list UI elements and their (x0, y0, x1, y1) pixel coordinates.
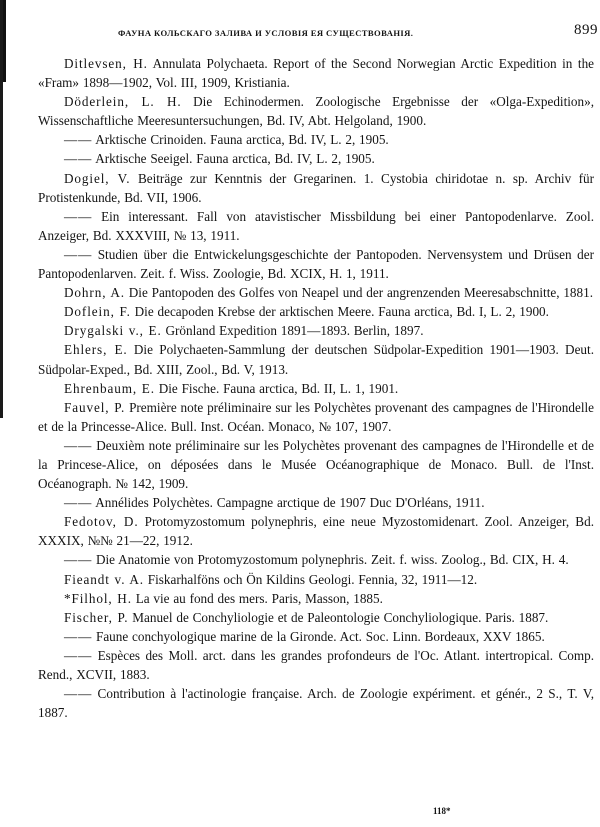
page-edge-line (0, 0, 3, 418)
bibliography-entry (38, 207, 594, 245)
bibliography-entry (38, 54, 594, 92)
bibliography-entry (38, 646, 594, 684)
entry-text: Annulata Polychaeta. Report of the Second Norwegian Arctic Expedition in the «Fram» 1898—1902, Vol. III, 1909, Kristiania. (38, 56, 595, 91)
entry-author: *Filhol, H. (64, 590, 132, 606)
entry-author: —— (64, 437, 93, 453)
entry-text: Faune conchyologique marine de la Gironde. Act. Soc. Linn. Bordeaux, XXV 1865. (92, 628, 545, 644)
entry-author: —— (64, 246, 93, 262)
bibliography-entry (38, 570, 594, 589)
entry-author: —— (64, 628, 93, 644)
entry-text: Première note préliminaire sur les Polychètes provenant des campagnes de l'Hirondelle et de la Princesse-Alice. Bull. Inst. Océan. Monaco, № 107, 1907. (38, 399, 594, 434)
entry-text: Deuxièm note préliminaire sur les Polychètes provenant des campagnes de l'Hirondelle et de la Princese-Alice, on déposées dans le Musée Océanographique de Monaco. Bull. de l'Inst. Océanograph. № 142, 1909. (38, 437, 594, 492)
bibliography-entry (38, 379, 594, 398)
bibliography-entry (38, 92, 594, 130)
entry-author: —— (64, 495, 93, 511)
bibliography-entry (38, 245, 594, 283)
bibliography-entry (38, 149, 594, 168)
entry-text: Protomyzostomum polynephris, eine neue Myzostomidenart. Zool. Anzeiger, Bd. XXXIX, №№ 21—22, 1912. (38, 514, 594, 549)
entry-author: Döderlein, L. H. (64, 94, 182, 110)
entry-text: Die Polychaeten-Sammlung der deutschen Südpolar-Expedition 1901—1903. Deut. Südpolar-Exped., Bd. XIII, Zool., Bd. V, 1913. (38, 342, 594, 377)
page-header (36, 22, 598, 42)
entry-text: Arktische Crinoiden. Fauna arctica, Bd. IV, L. 2, 1905. (92, 132, 389, 148)
bibliography-entry (38, 321, 594, 340)
entry-author: Dohrn, A. (64, 285, 125, 301)
entry-author: Dogiel, V. (64, 170, 131, 186)
bibliography-entry (38, 436, 594, 493)
entry-text: Arktische Seeigel. Fauna arctica, Bd. IV, L. 2, 1905. (92, 151, 375, 167)
bibliography-entry (38, 302, 594, 321)
bibliography-entry (38, 169, 594, 207)
bibliography-entry (38, 512, 594, 550)
bibliography-entry (38, 398, 594, 436)
entry-author: Ditlevsen, H. (64, 56, 148, 71)
entry-author: Doflein, F. (64, 304, 131, 320)
entry-author: Fischer, P. (64, 609, 129, 625)
entry-author: —— (64, 132, 93, 148)
bibliography-entry (38, 627, 594, 646)
page-number: 899 (574, 22, 598, 38)
entry-text: Studien über die Entwickelungsgeschichte der Pantopoden. Nervensystem und Drüsen der Pantopodenlarven. Zeit. f. Wiss. Zoologie, Bd. XCIX, H. 1, 1911. (38, 246, 594, 282)
entry-author: Fieandt v. A. (64, 571, 144, 587)
entry-text: Espèces des Moll. arct. dans les grandes profondeurs de l'Oc. Atlant. intertropical. Comp. Rend., XCVII, 1883. (38, 647, 594, 682)
printer-signature-mark: 118* (433, 806, 451, 816)
entry-author: Ehlers, E. (64, 342, 128, 358)
entry-author: —— (64, 686, 93, 702)
entry-author: —— (64, 151, 93, 167)
entry-text: Annélides Polychètes. Campagne arctique de 1907 Duc D'Orléans, 1911. (92, 495, 485, 511)
entry-text: Manuel de Conchyliologie et de Paleontologie Conchyliologique. Paris. 1887. (128, 609, 549, 625)
bibliography-entry (38, 684, 594, 722)
bibliography-entry (38, 550, 594, 569)
bibliography-list (38, 54, 594, 722)
entry-author: —— (64, 208, 93, 224)
entry-text: Contribution à l'actinologie française. Arch. de Zoologie expériment. et génér., 2 S., T. V, 1887. (38, 686, 594, 721)
entry-author: Ehrenbaum, E. (64, 380, 155, 396)
entry-author: —— (64, 552, 93, 568)
bibliography-entry (38, 283, 594, 302)
running-title: ФАУНА КОЛЬСКАГО ЗАЛИВА И УСЛОВІЯ ЕЯ СУЩЕСТВОВАНІЯ. (118, 28, 414, 38)
entry-author: —— (64, 647, 93, 663)
entry-text: Die Echinodermen. Zoologische Ergebnisse der «Olga-Expedition», Wissenschaftliche Meeresuntersuchungen, Bd. IV, Abt. Helgoland, 1900. (38, 94, 594, 129)
entry-author: Drygalski v., E. (64, 323, 162, 339)
bibliography-entry (38, 340, 594, 378)
entry-text: Fiskarhalföns och Ön Kildins Geologi. Fennia, 32, 1911—12. (143, 571, 478, 587)
entry-author: Fedotov, D. (64, 514, 139, 530)
entry-author: Fauvel, P. (64, 399, 126, 415)
entry-text: Die Pantopoden des Golfes von Neapel und der angrenzenden Meeresabschnitte, 1881. (124, 285, 593, 301)
entry-text: Die Anatomie von Protomyzostomum polynephris. Zeit. f. wiss. Zoolog., Bd. CIX, H. 4. (92, 552, 569, 568)
entry-text: Grönland Expedition 1891—1893. Berlin, 1897. (161, 323, 424, 339)
entry-text: Die decapoden Krebse der arktischen Meere. Fauna arctica, Bd. I, L. 2, 1900. (130, 304, 549, 320)
entry-text: La vie au fond des mers. Paris, Masson, 1885. (131, 590, 383, 606)
bibliography-entry (38, 493, 594, 512)
bibliography-entry (38, 589, 594, 608)
bibliography-entry (38, 130, 594, 149)
entry-text: Ein interessant. Fall von atavistischer Missbildung bei einer Pantopodenlarve. Zool. Anzeiger, Bd. XXXVIII, № 13, 1911. (38, 208, 594, 243)
bibliography-entry (38, 608, 594, 627)
entry-text: Die Fische. Fauna arctica, Bd. II, L. 1, 1901. (154, 380, 399, 396)
entry-text: Beiträge zur Kenntnis der Gregarinen. 1. Cystobia chiridotae n. sp. Archiv für Protistenkunde, Bd. VII, 1906. (38, 170, 594, 205)
